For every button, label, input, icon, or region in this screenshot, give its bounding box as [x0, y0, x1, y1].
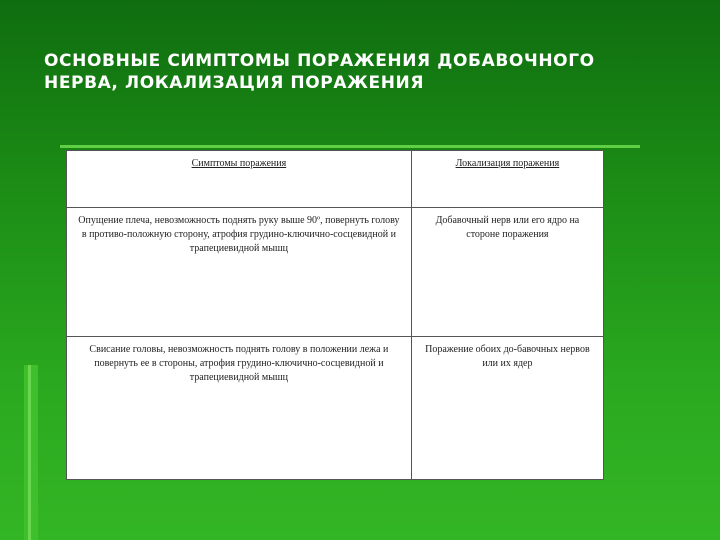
table-header-row	[67, 151, 604, 208]
table-cell-symptom: Опущение плеча, невозможность поднять руку выше 90º, повернуть голову в противо-положную сторону, атрофия грудино-ключично-сосцевидной и трапециевидной мышц	[67, 208, 412, 337]
table-cell-symptom: Свисание головы, невозможность поднять голову в положении лежа и повернуть ее в стороны, атрофия грудино-ключично-сосцевидной и трапециевидной мышц	[67, 337, 412, 480]
table-row	[67, 208, 604, 337]
table-cell-localization: Добавочный нерв или его ядро на стороне поражения	[411, 208, 603, 337]
symptoms-table	[66, 150, 604, 480]
slide-title	[44, 50, 684, 94]
slide-title-line-2: НЕРВА, ЛОКАЛИЗАЦИЯ ПОРАЖЕНИЯ	[44, 73, 425, 93]
slide-title-line-1: ОСНОВНЫЕ СИМПТОМЫ ПОРАЖЕНИЯ ДОБАВОЧНОГО	[44, 51, 595, 71]
decorative-vertical-bar	[24, 365, 38, 540]
header-symptoms: Симптомы поражения	[67, 151, 412, 208]
header-localization: Локализация поражения	[411, 151, 603, 208]
table-cell-localization: Поражение обоих до-бавочных нервов или их ядер	[411, 337, 603, 480]
decorative-vertical-line	[28, 365, 31, 540]
table-row	[67, 337, 604, 480]
decorative-horizontal-line	[60, 145, 640, 148]
